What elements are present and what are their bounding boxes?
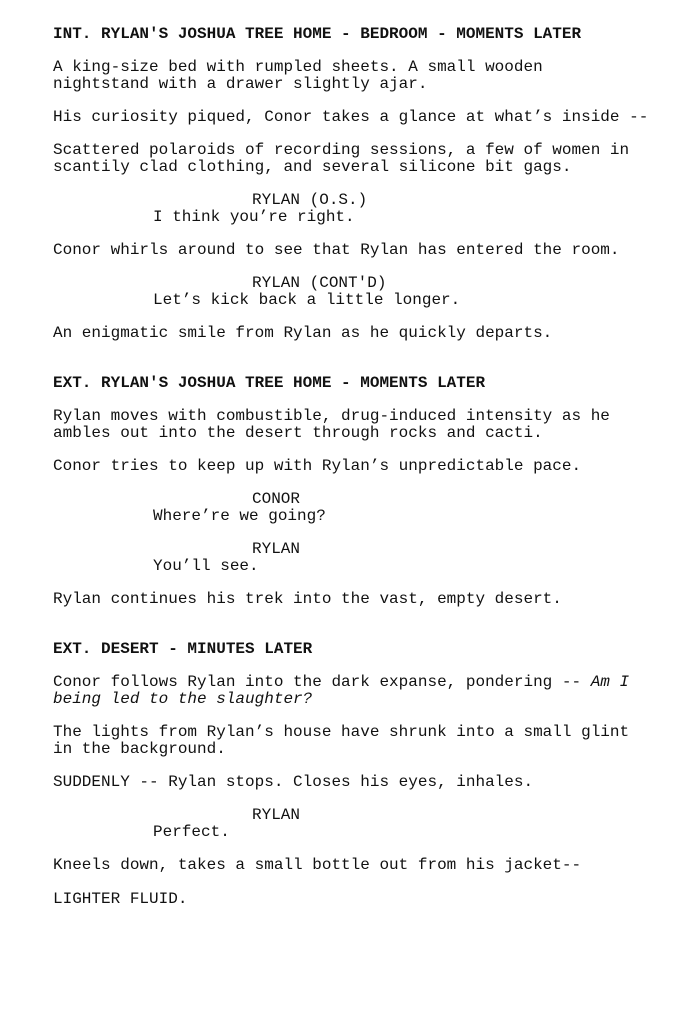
action-line: ambles out into the desert through rocks and cacti. <box>53 424 543 442</box>
character-name: RYLAN <box>252 540 301 558</box>
action-line: scantily clad clothing, and several silicone bit gags. <box>53 158 572 176</box>
inner-thought-text: being led to the slaughter? <box>53 690 313 708</box>
character-name: RYLAN (CONT'D) <box>252 274 387 292</box>
dialogue-line: You’ll see. <box>153 557 259 575</box>
character-name: RYLAN <box>252 806 301 824</box>
action-line: The lights from Rylan’s house have shrunk into a small glint <box>53 723 630 741</box>
dialogue-line: I think you’re right. <box>153 208 355 226</box>
dialogue-line: Let’s kick back a little longer. <box>153 291 461 309</box>
character-name: CONOR <box>252 490 301 508</box>
action-line: An enigmatic smile from Rylan as he quickly departs. <box>53 324 553 342</box>
action-line <box>53 674 629 691</box>
action-line: nightstand with a drawer slightly ajar. <box>53 75 428 93</box>
character-name: RYLAN (O.S.) <box>252 191 368 209</box>
action-line: Kneels down, takes a small bottle out from his jacket-- <box>53 856 582 874</box>
scene-heading: EXT. RYLAN'S JOSHUA TREE HOME - MOMENTS LATER <box>53 374 486 392</box>
action-text: Conor follows Rylan into the dark expanse, pondering -- <box>53 673 591 691</box>
action-line: A king-size bed with rumpled sheets. A small wooden <box>53 58 543 76</box>
action-line: His curiosity piqued, Conor takes a glance at what’s inside -- <box>53 108 649 126</box>
scene-heading: EXT. DESERT - MINUTES LATER <box>53 640 313 658</box>
action-line: Conor tries to keep up with Rylan’s unpredictable pace. <box>53 457 582 475</box>
action-line: Conor whirls around to see that Rylan has entered the room. <box>53 241 620 259</box>
action-line: SUDDENLY -- Rylan stops. Closes his eyes, inhales. <box>53 773 534 791</box>
dialogue-line: Perfect. <box>153 823 230 841</box>
action-line: in the background. <box>53 740 226 758</box>
inner-thought-text: Am I <box>590 673 630 691</box>
action-line: Rylan moves with combustible, drug-induced intensity as he <box>53 407 610 425</box>
action-line: LIGHTER FLUID. <box>53 890 188 908</box>
scene-heading: INT. RYLAN'S JOSHUA TREE HOME - BEDROOM - MOMENTS LATER <box>53 25 582 43</box>
action-line: Scattered polaroids of recording sessions, a few of women in <box>53 141 630 159</box>
dialogue-line: Where’re we going? <box>153 507 326 525</box>
action-line: Rylan continues his trek into the vast, empty desert. <box>53 590 562 608</box>
